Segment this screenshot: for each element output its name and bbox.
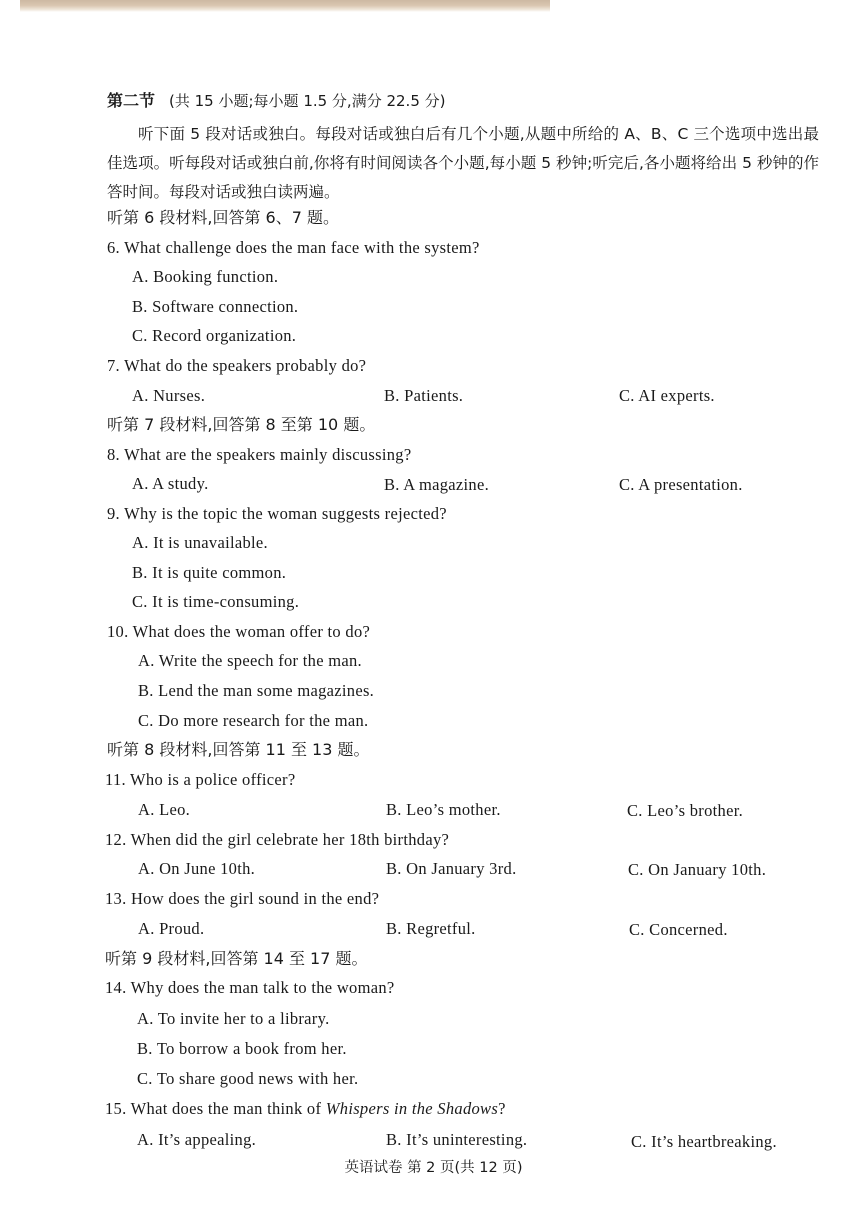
group-heading: 听第 8 段材料,回答第 11 至 13 题。 bbox=[107, 740, 370, 759]
group-heading: 听第 9 段材料,回答第 14 至 17 题。 bbox=[105, 949, 368, 968]
question-6-option-a: A. Booking function. bbox=[132, 267, 279, 286]
question-15-text-end: ? bbox=[498, 1099, 506, 1118]
question-9-option-a: A. It is unavailable. bbox=[132, 533, 268, 552]
question-6-option-b: B. Software connection. bbox=[132, 297, 299, 316]
question-12-option-c: C. On January 10th. bbox=[628, 860, 767, 879]
question-13: 13. How does the girl sound in the end? bbox=[105, 889, 380, 908]
question-15-text: 15. What does the man think of bbox=[105, 1099, 326, 1118]
question-7-option-b: B. Patients. bbox=[384, 386, 464, 405]
question-13-option-b: B. Regretful. bbox=[386, 919, 476, 938]
question-14-option-a: A. To invite her to a library. bbox=[137, 1009, 330, 1028]
section-instructions: 听下面 5 段对话或独白。每段对话或独白后有几个小题,从题中所给的 A、B、C 三个选项中选出最佳选项。听每段对话或独白前,你将有时间阅读各个小题,每小题 5 秒钟;听完后,各小题将给出 5 秒钟的作答时间。每段对话或独白读两遍。 bbox=[107, 125, 819, 201]
question-14-option-b: B. To borrow a book from her. bbox=[137, 1039, 347, 1058]
question-15-option-c: C. It’s heartbreaking. bbox=[631, 1132, 777, 1151]
question-14: 14. Why does the man talk to the woman? bbox=[105, 978, 395, 997]
question-6-option-c: C. Record organization. bbox=[132, 326, 297, 345]
question-13-option-c: C. Concerned. bbox=[629, 920, 728, 939]
question-11-option-b: B. Leo’s mother. bbox=[386, 800, 501, 819]
scan-edge bbox=[20, 0, 550, 12]
question-15 bbox=[105, 1098, 506, 1120]
question-11-option-a: A. Leo. bbox=[138, 800, 191, 819]
question-11: 11. Who is a police officer? bbox=[105, 770, 296, 789]
question-7-option-a: A. Nurses. bbox=[132, 386, 206, 405]
question-8-option-b: B. A magazine. bbox=[384, 475, 490, 494]
question-9-option-b: B. It is quite common. bbox=[132, 563, 287, 582]
question-7: 7. What do the speakers probably do? bbox=[107, 356, 367, 375]
question-13-option-a: A. Proud. bbox=[138, 919, 205, 938]
question-8: 8. What are the speakers mainly discussing? bbox=[107, 445, 412, 464]
question-12: 12. When did the girl celebrate her 18th birthday? bbox=[105, 830, 450, 849]
question-11-option-c: C. Leo’s brother. bbox=[627, 801, 743, 820]
question-12-option-a: A. On June 10th. bbox=[138, 859, 256, 878]
question-10-option-b: B. Lend the man some magazines. bbox=[138, 681, 375, 700]
question-8-option-c: C. A presentation. bbox=[619, 475, 743, 494]
question-14-option-c: C. To share good news with her. bbox=[137, 1069, 359, 1088]
question-6: 6. What challenge does the man face with the system? bbox=[107, 238, 480, 257]
question-10-option-a: A. Write the speech for the man. bbox=[138, 651, 362, 670]
question-15-book-title: Whispers in the Shadows bbox=[325, 1099, 499, 1118]
question-9-option-c: C. It is time-consuming. bbox=[132, 592, 300, 611]
question-8-option-a: A. A study. bbox=[132, 474, 209, 493]
group-heading: 听第 7 段材料,回答第 8 至第 10 题。 bbox=[107, 415, 376, 434]
section-title: 第二节 bbox=[107, 91, 156, 110]
question-10-option-c: C. Do more research for the man. bbox=[138, 711, 369, 730]
question-7-option-c: C. AI experts. bbox=[619, 386, 715, 405]
question-12-option-b: B. On January 3rd. bbox=[386, 859, 517, 878]
group-heading: 听第 6 段材料,回答第 6、7 题。 bbox=[107, 208, 339, 227]
question-15-option-b: B. It’s uninteresting. bbox=[386, 1130, 528, 1149]
section-subtitle: (共 15 小题;每小题 1.5 分,满分 22.5 分) bbox=[169, 92, 446, 110]
page-footer: 英语试卷 第 2 页(共 12 页) bbox=[344, 1160, 523, 1176]
question-10: 10. What does the woman offer to do? bbox=[107, 622, 371, 641]
section-header bbox=[107, 90, 446, 112]
question-15-option-a: A. It’s appealing. bbox=[137, 1130, 257, 1149]
question-9: 9. Why is the topic the woman suggests rejected? bbox=[107, 504, 447, 523]
